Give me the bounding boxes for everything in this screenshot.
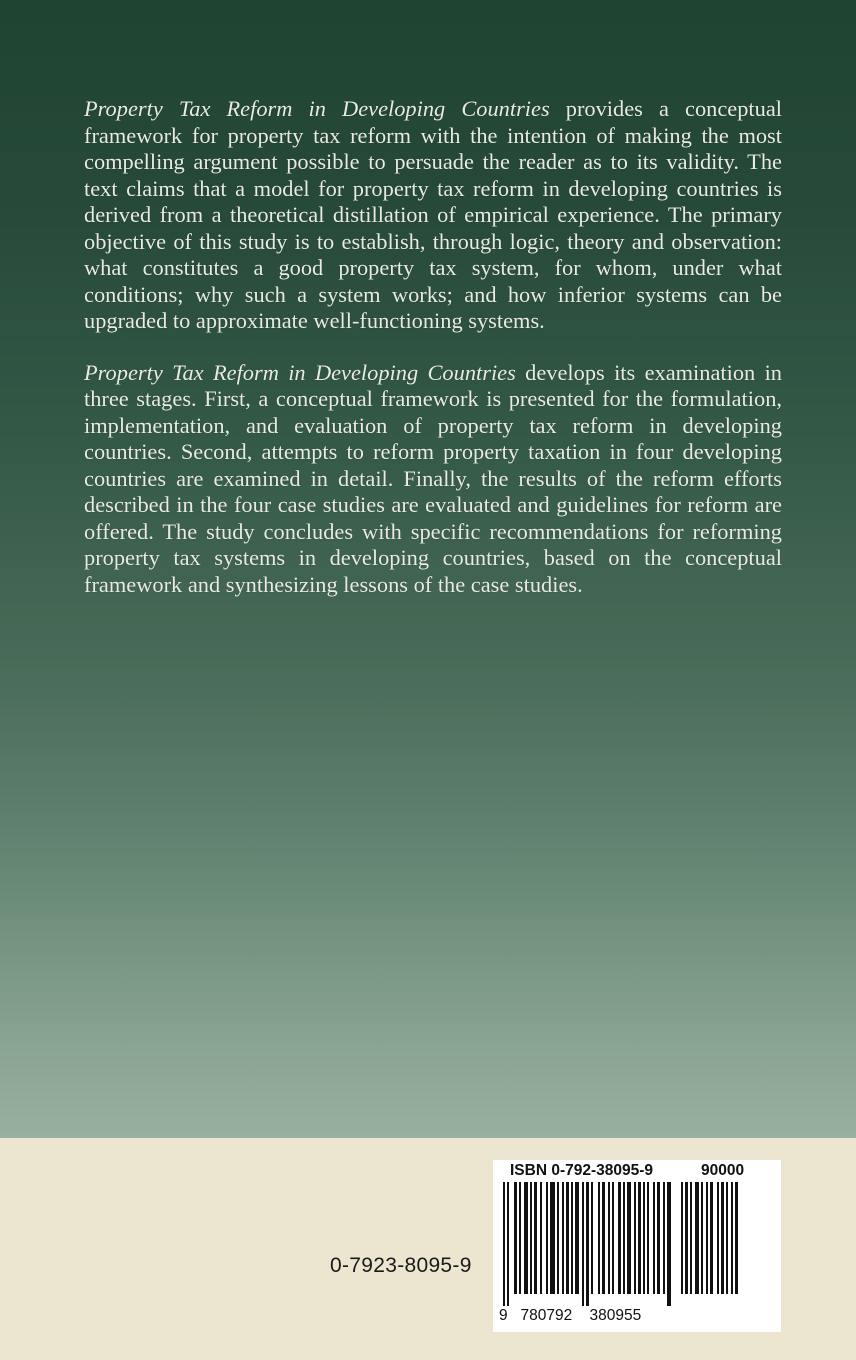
barcode-bar xyxy=(634,1182,636,1294)
barcode-bar xyxy=(524,1182,528,1294)
paragraph-body: develops its examination in three stages. First, a conceptual framework is presented for the formulation, implementation, and evaluation of property tax reform in developing countries. Second, attempts to reform property taxation in four developing countries are examined in detail. Finally, the results of the reform efforts described in the four case studies are evaluated and guidelines for reform are offered. The study concludes with specific recommendations for reforming property tax systems in developing countries, based on the conceptual framework and synthesizing lessons of the case studies. xyxy=(84,359,782,597)
barcode-bar xyxy=(663,1182,665,1294)
barcode-bar xyxy=(571,1182,573,1294)
barcode-bar xyxy=(582,1182,584,1306)
barcode-bar xyxy=(726,1182,728,1294)
barcode-bar xyxy=(546,1182,548,1294)
barcode-bar xyxy=(731,1182,733,1294)
barcode-bar xyxy=(710,1182,713,1294)
barcode-bar xyxy=(717,1182,719,1294)
barcode-bar xyxy=(721,1182,724,1294)
price-addon-label: 90000 xyxy=(701,1162,745,1179)
barcode-bar xyxy=(735,1182,738,1294)
barcode-bar xyxy=(591,1182,593,1294)
barcode-bar xyxy=(586,1182,589,1306)
barcode-bar xyxy=(534,1182,537,1294)
barcode-bar xyxy=(643,1182,645,1294)
barcode-bar xyxy=(514,1182,517,1294)
barcode-bar xyxy=(612,1182,614,1294)
barcode-bar xyxy=(519,1182,521,1294)
barcode-bar xyxy=(566,1182,569,1294)
barcode-bar xyxy=(608,1182,610,1294)
book-title-italic: Property Tax Reform in Developing Countries xyxy=(84,96,550,121)
book-title-italic: Property Tax Reform in Developing Countries xyxy=(84,359,516,385)
blurb-text xyxy=(84,96,782,598)
barcode-bar xyxy=(690,1182,692,1294)
barcode-bar xyxy=(653,1182,655,1294)
barcode-digit-prefix: 9 xyxy=(499,1307,508,1324)
barcode-bar xyxy=(530,1182,532,1294)
barcode-bar xyxy=(602,1182,605,1294)
paragraph-body: provides a conceptual framework for property tax reform with the intention of making the most compelling argument possible to persuade the reader as to its validity. The text claims that a model for property tax reform in developing countries is derived from a theoretical distillation of empirical experience. The primary objective of this study is to establish, through logic, theory and observation: what constitutes a good property tax system, for whom, under what conditions; why such a system works; and how inferior systems can be upgraded to approximate well-functioning systems. xyxy=(84,96,782,333)
barcode-digits-left: 780792 xyxy=(520,1307,573,1324)
barcode-bar xyxy=(627,1182,631,1294)
barcode-bar xyxy=(638,1182,641,1294)
barcode-addon-bars xyxy=(681,1182,761,1306)
barcode-digits-right: 380955 xyxy=(589,1307,642,1324)
barcode-bar xyxy=(706,1182,708,1294)
barcode-bar xyxy=(695,1182,699,1294)
barcode-bar xyxy=(618,1182,621,1294)
barcode-bar xyxy=(623,1182,625,1294)
barcode-digits xyxy=(499,1307,669,1325)
barcode-bar xyxy=(550,1182,555,1294)
barcode-bar xyxy=(681,1182,683,1294)
blurb-paragraph-2 xyxy=(84,360,782,599)
isbn-label: ISBN 0-792-38095-9 xyxy=(510,1162,654,1179)
barcode-box xyxy=(493,1160,781,1332)
barcode-bar xyxy=(647,1182,649,1294)
barcode-bar xyxy=(701,1182,703,1294)
barcode-bar xyxy=(540,1182,542,1294)
blurb-paragraph-1 xyxy=(84,96,782,335)
barcode-bar xyxy=(503,1182,505,1306)
barcode-bar xyxy=(667,1182,671,1306)
barcode-bar xyxy=(507,1182,509,1306)
barcode-bar xyxy=(685,1182,688,1294)
barcode-bar xyxy=(557,1182,559,1294)
book-code-number: 0-7923-8095-9 xyxy=(330,1254,472,1277)
barcode-bar xyxy=(657,1182,660,1294)
barcode-main-bars xyxy=(503,1182,673,1306)
barcode-bar xyxy=(575,1182,579,1294)
barcode-bar xyxy=(562,1182,564,1294)
barcode-bar xyxy=(598,1182,600,1294)
